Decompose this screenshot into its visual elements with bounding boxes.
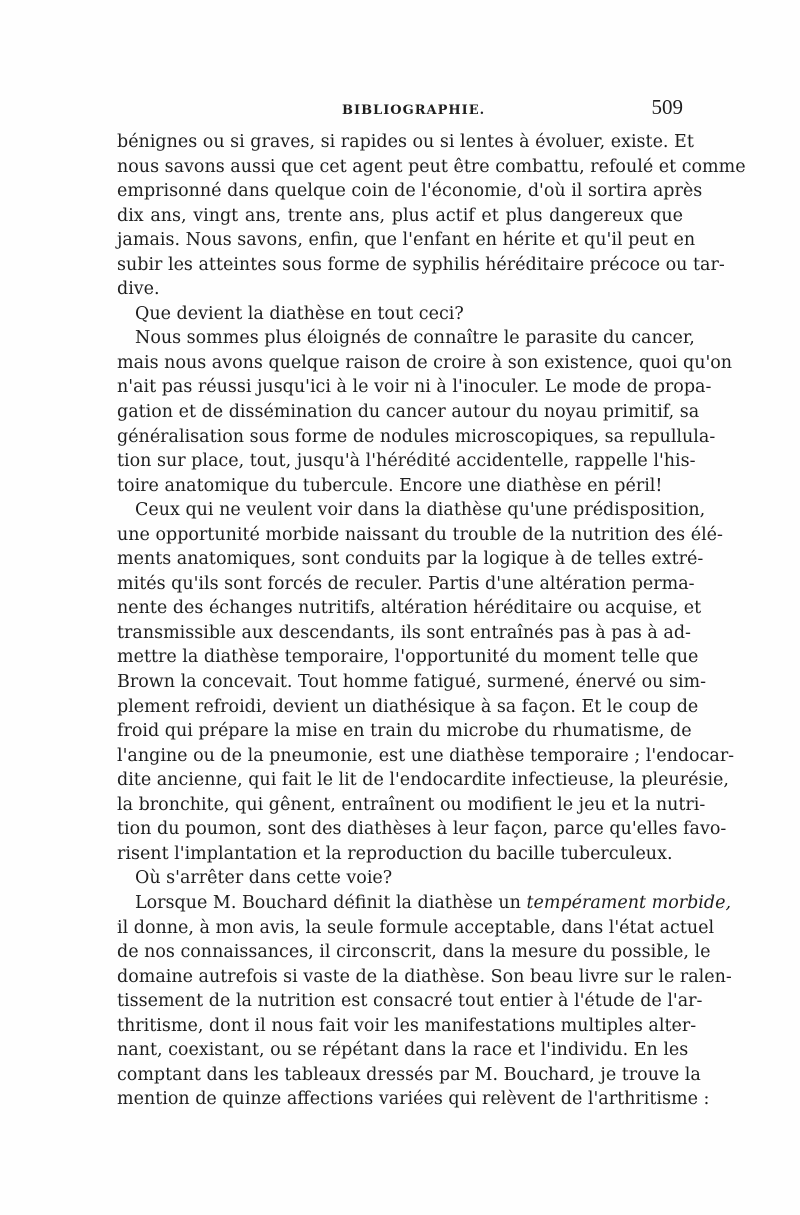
text-line-content: tion du poumon, sont des diathèses à leur façon, parce qu'elles favo-: [117, 819, 727, 840]
text-line: [117, 474, 683, 499]
text-line: [117, 1087, 710, 1112]
text-line-content: Ceux qui ne veulent voir dans la diathèse qu'une prédisposition,: [135, 500, 706, 521]
text-line: [117, 793, 706, 818]
text-line: [117, 695, 699, 720]
text-line-content: froid qui prépare la mise en train du microbe du rhumatisme, de: [117, 721, 692, 742]
text-line: [117, 253, 725, 278]
text-line-content: dix ans, vingt ans, trente ans, plus actif et plus dangereux que: [117, 205, 683, 226]
text-line-content: dite ancienne, qui fait le lit de l'endocardite infectieuse, la pleurésie,: [117, 770, 729, 791]
italic-phrase: tempérament morbide,: [526, 892, 732, 913]
text-line: [117, 1063, 701, 1088]
text-line: [117, 425, 716, 450]
text-line: [117, 866, 683, 891]
text-line-content: Où s'arrêter dans cette voie?: [135, 868, 393, 889]
text-line: [117, 130, 694, 155]
text-line-content: généralisation sous forme de nodules microscopiques, sa repullula-: [117, 426, 716, 447]
text-line: [117, 523, 723, 548]
text-line: [117, 891, 732, 916]
text-line: [117, 375, 712, 400]
text-line-content: Brown la concevait. Tout homme fatigué, surmené, énervé ou sim-: [117, 672, 707, 693]
text-line: [117, 596, 702, 621]
text-line: [117, 326, 695, 351]
text-line: [117, 572, 695, 597]
text-line: [117, 400, 700, 425]
text-line-content: de nos connaissances, il circonscrit, dans la mesure du possible, le: [117, 942, 711, 963]
text-line-content: bénignes ou si graves, si rapides ou si lentes à évoluer, existe. Et: [117, 132, 694, 152]
text-line: [117, 768, 729, 793]
text-line-content: toire anatomique du tubercule. Encore une diathèse en péril!: [117, 475, 663, 496]
text-line-content: ments anatomiques, sont conduits par la logique à de telles extré-: [117, 549, 704, 570]
text-line-content: emprisonné dans quelque coin de l'économie, d'où il sortira après: [117, 181, 703, 202]
text-line: [117, 965, 732, 990]
text-line: [117, 204, 683, 229]
text-line-content: risent l'implantation et la reproduction du bacille tuberculeux.: [117, 843, 673, 864]
text-line-content: mention de quinze affections variées qui relèvent de l'arthritisme :: [117, 1089, 710, 1110]
text-line-content: thritisme, dont il nous fait voir les manifestations multiples alter-: [117, 1015, 697, 1036]
text-line-content: comptant dans les tableaux dressés par M. Bouchard, je trouve la: [117, 1064, 701, 1085]
text-line: [117, 842, 683, 867]
text-line: [117, 989, 703, 1014]
page-number: 509: [651, 95, 683, 119]
text-line-content: Que devient la diathèse en tout ceci?: [135, 303, 464, 324]
text-line: [117, 670, 707, 695]
text-line: [117, 916, 715, 941]
text-line: [117, 302, 683, 327]
text-line: [117, 228, 696, 253]
text-line-content: il donne, à mon avis, la seule formule acceptable, dans l'état actuel: [117, 917, 715, 938]
text-line-content: mettre la diathèse temporaire, l'opportunité du moment telle que: [117, 647, 699, 668]
text-line: [117, 940, 711, 965]
text-line-content: nant, coexistant, ou se répétant dans la race et l'individu. En les: [117, 1040, 689, 1061]
text-line-content: l'angine ou de la pneumonie, est une diathèse temporaire ; l'endocar-: [117, 745, 735, 766]
text-line-content: n'ait pas réussi jusqu'ici à le voir ni à l'inoculer. Le mode de propa-: [117, 377, 712, 398]
body-text: [117, 130, 746, 1112]
text-line-content: transmissible aux descendants, ils sont entraînés pas à pas à ad-: [117, 622, 691, 643]
text-line-content: dive.: [117, 279, 160, 300]
text-line-content: nente des échanges nutritifs, altération héréditaire ou acquise, et: [117, 598, 702, 619]
text-line: [117, 351, 733, 376]
text-line: [117, 817, 727, 842]
text-line-content: mités qu'ils sont forcés de reculer. Partis d'une altération perma-: [117, 573, 695, 594]
text-line-content: la bronchite, qui gênent, entraînent ou modifient le jeu et la nutri-: [117, 794, 706, 815]
text-line: [117, 645, 699, 670]
text-line: [117, 155, 746, 180]
text-line-content: tissement de la nutrition est consacré tout entier à l'étude de l'ar-: [117, 991, 703, 1012]
text-line: [117, 498, 706, 523]
text-line: [117, 719, 692, 744]
text-line: [117, 547, 704, 572]
text-line-content: plement refroidi, devient un diathésique à sa façon. Et le coup de: [117, 696, 699, 717]
text-line: [117, 621, 691, 646]
text-line-content: gation et de dissémination du cancer autour du noyau primitif, sa: [117, 402, 700, 423]
text-line-content: Nous sommes plus éloignés de connaître le parasite du cancer,: [135, 328, 695, 349]
text-line: [117, 179, 703, 204]
text-line-content: domaine autrefois si vaste de la diathèse. Son beau livre sur le ralen-: [117, 966, 732, 987]
text-line: [117, 449, 696, 474]
text-line-content: jamais. Nous savons, enfin, que l'enfant en hérite et qu'il peut en: [117, 230, 696, 251]
text-line-content: une opportunité morbide naissant du trouble de la nutrition des élé-: [117, 524, 723, 545]
text-line: [117, 277, 683, 302]
text-line: [117, 1014, 697, 1039]
text-line-content: Lorsque M. Bouchard définit la diathèse un: [135, 892, 527, 913]
text-line-content: subir les atteintes sous forme de syphilis héréditaire précoce ou tar-: [117, 254, 725, 275]
running-title: BIBLIOGRAPHIE.: [342, 103, 486, 118]
text-line-content: tion sur place, tout, jusqu'à l'hérédité accidentelle, rappelle l'his-: [117, 451, 696, 472]
text-line-content: mais nous avons quelque raison de croire à son existence, quoi qu'on: [117, 352, 733, 373]
text-line: [117, 1038, 689, 1063]
page-header: [117, 95, 683, 125]
text-line-content: nous savons aussi que cet agent peut être combattu, refoulé et comme: [117, 156, 746, 177]
text-line: [117, 744, 735, 769]
